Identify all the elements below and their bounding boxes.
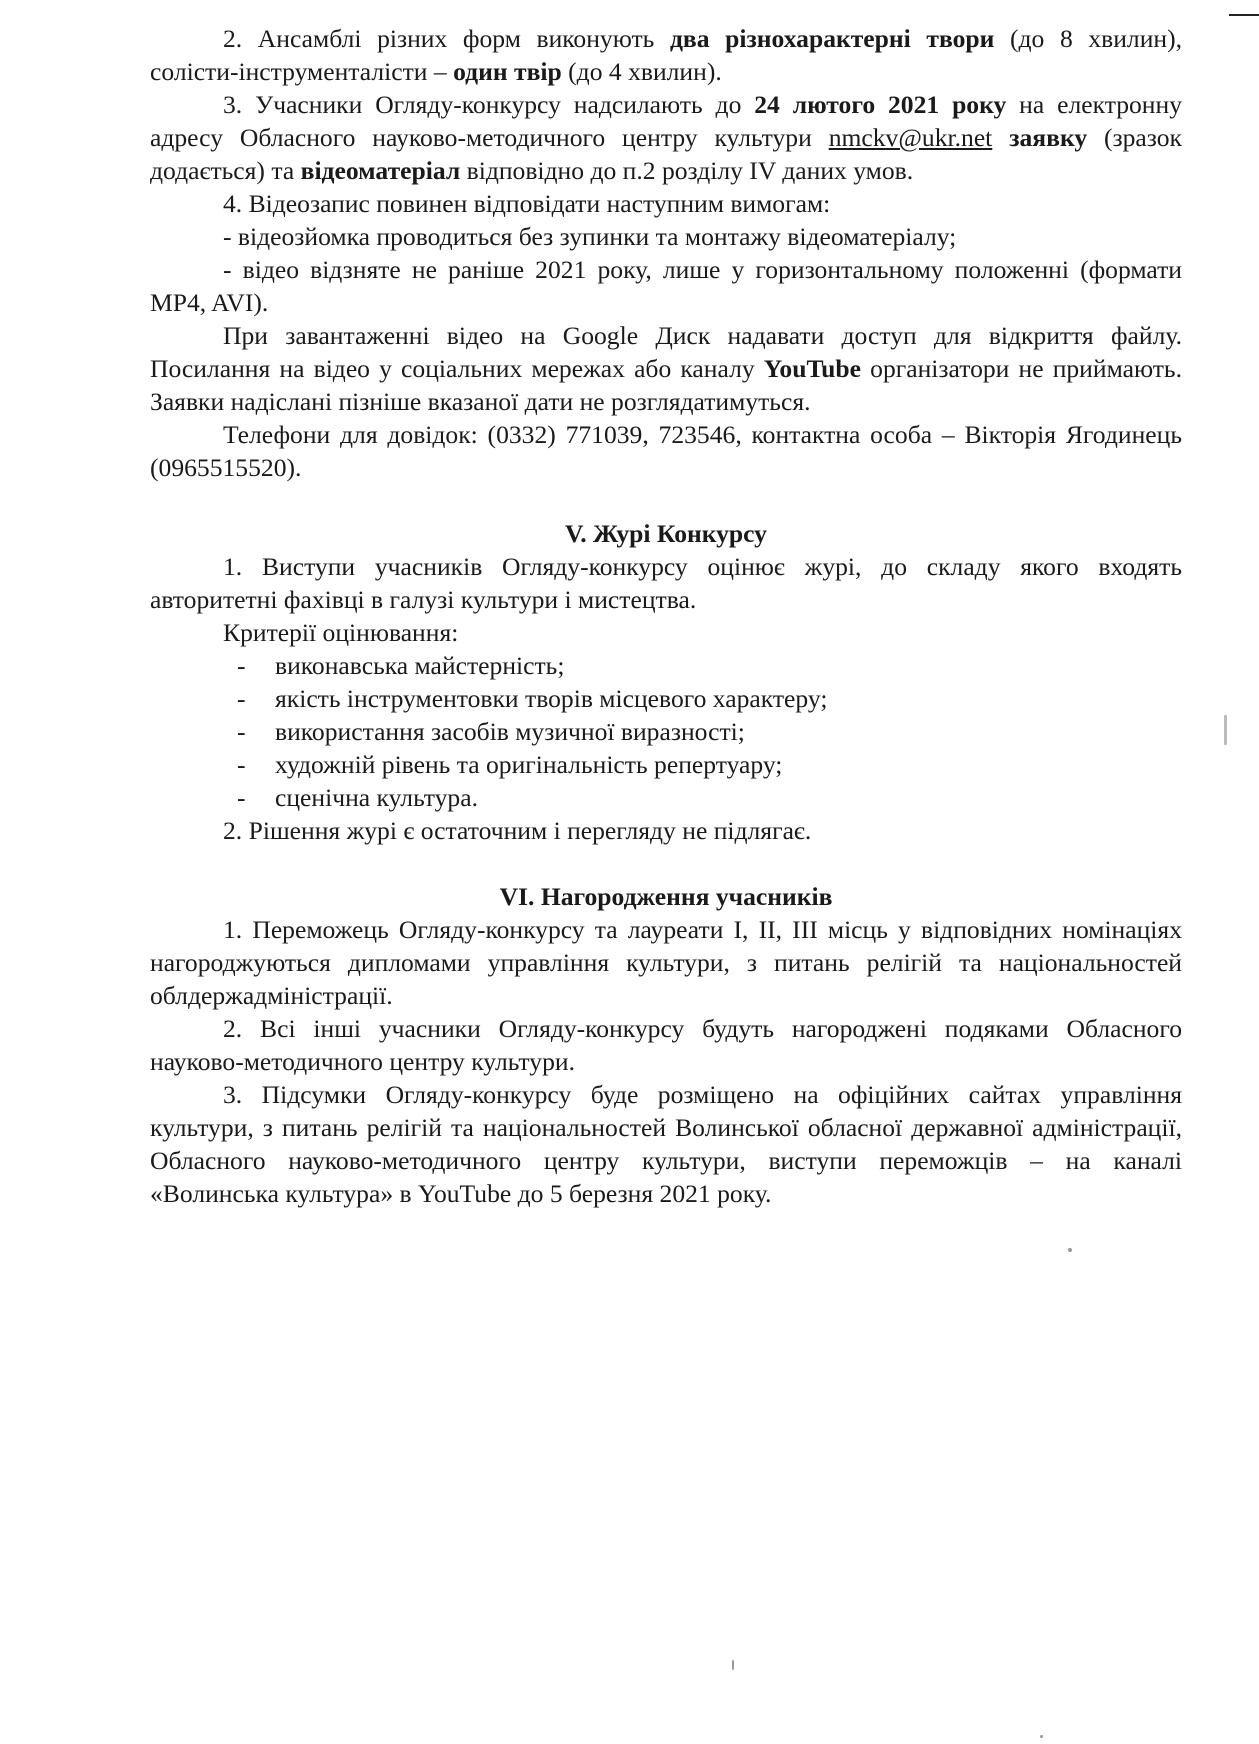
list-item bbox=[150, 781, 1182, 814]
paragraph-jury-decision: 2. Рішення журі є остаточним і перегляду не підлягає. bbox=[223, 816, 812, 845]
bold-text: YouTube bbox=[763, 354, 862, 383]
bold-text: два різнохарактерні твори bbox=[669, 24, 995, 53]
criteria-text: використання засобів музичної виразності; bbox=[275, 717, 745, 746]
requirement-item: - відео відзняте не раніше 2021 року, лише у горизонтальному положенні (формати MP4, AVI). bbox=[150, 255, 1182, 317]
paragraph-results: 3. Підсумки Огляду-конкурсу буде розміщено на офіційних сайтах управління культури, з питань релігій та національностей Волинської обласної державної адміністрації, Обласного науково-методичного центру культури, виступи переможців – на каналі «Волинська культура» в YouTube до 5 березня 2021 року. bbox=[150, 1080, 1182, 1208]
criteria-title: Критерії оцінювання: bbox=[223, 618, 459, 647]
paragraph-video-requirements: 4. Відеозапис повинен відповідати наступним вимогам: bbox=[223, 189, 831, 218]
dash-bullet: - bbox=[237, 684, 246, 713]
bold-text: один твір bbox=[453, 57, 562, 86]
paragraph-upload bbox=[150, 319, 1182, 418]
text-run: (до 8 хвилин), солісти-інструменталісти – bbox=[150, 24, 1183, 86]
dash-bullet: - bbox=[237, 783, 246, 812]
scan-speck bbox=[1040, 1735, 1043, 1738]
criteria-text: художній рівень та оригінальність репертуару; bbox=[275, 750, 783, 779]
spacer bbox=[150, 484, 1182, 517]
text-run: (зразок додається) та bbox=[150, 123, 1182, 185]
scan-speck bbox=[1224, 715, 1227, 745]
criteria-text: сценічна культура. bbox=[275, 783, 478, 812]
bold-text: заявку bbox=[1009, 123, 1088, 152]
paragraph-submission bbox=[150, 88, 1182, 187]
list-item bbox=[150, 649, 1182, 682]
criteria-text: виконавська майстерність; bbox=[275, 651, 565, 680]
criteria-list bbox=[150, 649, 1182, 814]
document-body bbox=[150, 22, 1182, 1210]
bold-text: відеоматеріал bbox=[300, 156, 461, 185]
paragraph-ensembles bbox=[150, 22, 1182, 88]
section-heading-awards: VI. Нагородження учасників bbox=[499, 882, 833, 911]
scan-speck bbox=[732, 1660, 734, 1670]
scan-speck bbox=[1068, 1248, 1072, 1252]
text-run: на електронну адресу Обласного науково-методичного центру культури bbox=[150, 90, 1182, 152]
criteria-text: якість інструментовки творів місцевого характеру; bbox=[275, 684, 828, 713]
text-run: При завантаженні відео на Google Диск надавати доступ для відкриття файлу. Посилання на відео у соціальних мережах або каналу bbox=[150, 321, 1182, 383]
paragraph-winners: 1. Переможець Огляду-конкурсу та лауреати I, II, III місць у відповідних номінаціях нагороджуються дипломами управління культури, з питань релігій та національностей облдержадміністрації. bbox=[150, 915, 1182, 1010]
text-run: 3. Учасники Огляду-конкурсу надсилають до bbox=[223, 90, 755, 119]
dash-bullet: - bbox=[237, 750, 246, 779]
scan-edge-mark bbox=[1229, 14, 1259, 16]
email-link[interactable]: nmckv@ukr.net bbox=[828, 123, 993, 152]
section-heading-jury: V. Журі Конкурсу bbox=[565, 519, 767, 548]
paragraph-participants: 2. Всі інші учасники Огляду-конкурсу будуть нагороджені подяками Обласного науково-методичного центру культури. bbox=[150, 1014, 1182, 1076]
paragraph-phones: Телефони для довідок: (0332) 771039, 723546, контактна особа – Вікторія Ягодинець (0965515520). bbox=[150, 420, 1182, 482]
text-run bbox=[992, 123, 1009, 152]
list-item bbox=[150, 748, 1182, 781]
paragraph-jury: 1. Виступи учасників Огляду-конкурсу оцінює журі, до складу якого входять авторитетні фахівці в галузі культури і мистецтва. bbox=[150, 552, 1182, 614]
text-run: (до 4 хвилин). bbox=[561, 57, 722, 86]
spacer bbox=[150, 847, 1182, 880]
text-run: організатори не приймають. Заявки надіслані пізніше вказаної дати не розглядатимуться. bbox=[150, 354, 1182, 416]
dash-bullet: - bbox=[237, 717, 246, 746]
deadline-date: 24 лютого 2021 року bbox=[754, 90, 1007, 119]
text-run: відповідно до п.2 розділу IV даних умов. bbox=[460, 156, 914, 185]
list-item bbox=[150, 715, 1182, 748]
dash-bullet: - bbox=[237, 651, 246, 680]
requirement-item: - відеозйомка проводиться без зупинки та монтажу відеоматеріалу; bbox=[223, 222, 957, 251]
text-run: 2. Ансамблі різних форм виконують bbox=[223, 24, 670, 53]
list-item bbox=[150, 682, 1182, 715]
